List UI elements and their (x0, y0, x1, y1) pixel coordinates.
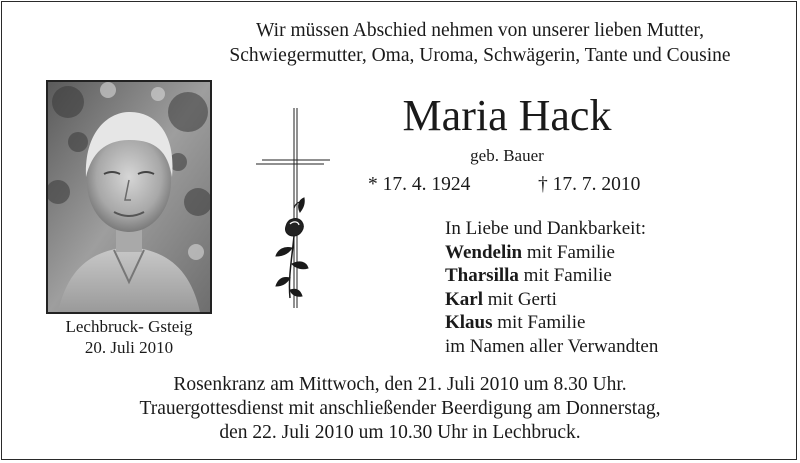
mourner-name: Wendelin (445, 241, 523, 263)
portrait-photo-image (48, 82, 210, 312)
cross-with-rose-icon (252, 108, 332, 308)
mourners-closing: im Namen aller Verwandten (445, 335, 659, 357)
mourner-entry (445, 241, 658, 265)
intro-line-1: Wir müssen Abschied nehmen von unserer lieben Mutter, (256, 20, 704, 41)
mourner-name: Klaus (445, 312, 493, 333)
mourner-entry (445, 311, 658, 335)
mourner-entry (445, 264, 658, 288)
service-line-2: Trauergottesdienst mit anschließender Beerdigung am Donnerstag, (139, 398, 661, 419)
mourner-suffix: mit Familie (492, 312, 586, 333)
birth-date: * 17. 4. 1924 (368, 174, 471, 195)
service-line-1: Rosenkranz am Mittwoch, den 21. Juli 2010 um 8.30 Uhr. (173, 374, 627, 395)
caption-date: 20. Juli 2010 (84, 338, 174, 357)
mourner-entry (445, 288, 658, 312)
caption-place: Lechbruck- Gsteig (65, 317, 193, 336)
service-info (60, 373, 740, 445)
service-line-3: den 22. Juli 2010 um 10.30 Uhr in Lechbruck. (219, 422, 581, 443)
maiden-name: geb. Bauer (470, 146, 544, 165)
death-date: † 17. 7. 2010 (538, 174, 641, 195)
photo-caption (40, 316, 218, 358)
mourner-suffix: mit Familie (522, 241, 615, 263)
mourner-name: Karl (445, 288, 483, 310)
mourners-intro: In Liebe und Dankbarkeit: (445, 218, 647, 239)
intro-line-2: Schwiegermutter, Oma, Uroma, Schwägerin, Tante und Cousine (229, 45, 731, 66)
intro-text (200, 18, 760, 68)
mourner-name: Tharsilla (445, 265, 519, 286)
mourner-suffix: mit Gerti (483, 288, 557, 310)
portrait-photo (46, 80, 212, 314)
mourners-list (445, 217, 658, 358)
deceased-name: Maria Hack (402, 91, 612, 140)
mourner-suffix: mit Familie (518, 265, 612, 286)
